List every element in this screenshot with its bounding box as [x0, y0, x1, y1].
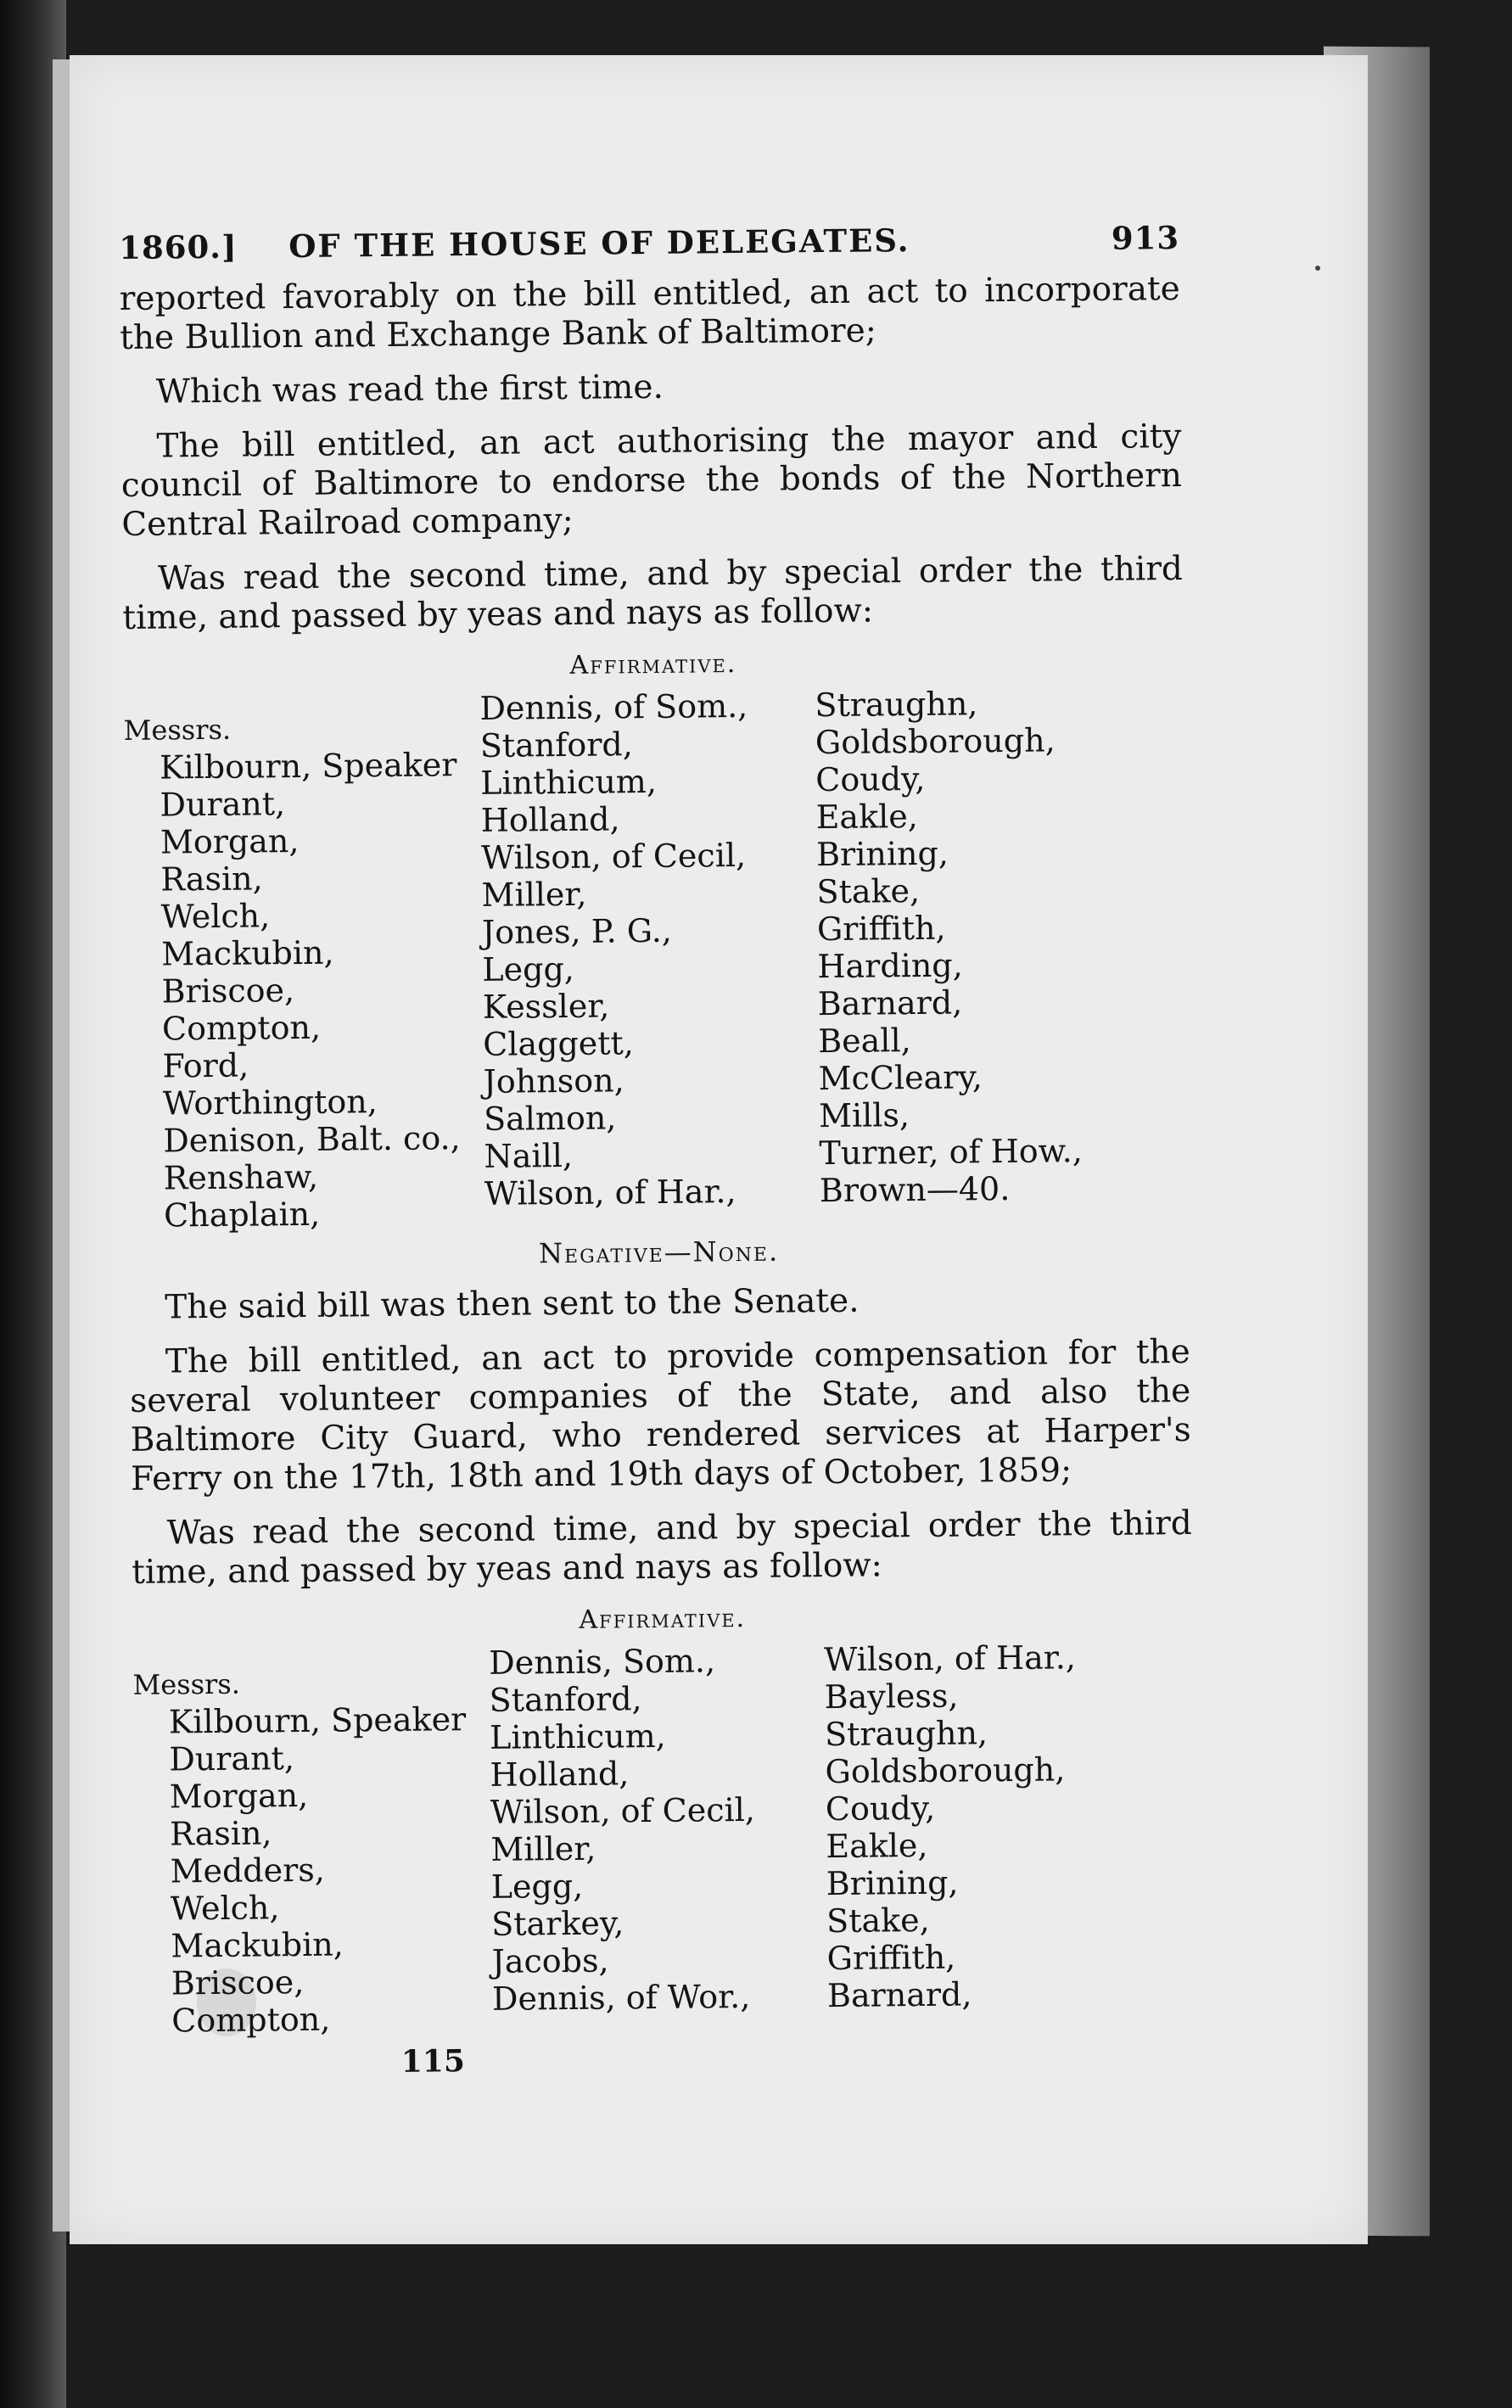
- roll-name: Eakle,: [826, 1826, 928, 1866]
- roll-name: Renshaw,: [163, 1157, 319, 1197]
- roll-name: Griffith,: [816, 909, 946, 949]
- roll-name: Kessler,: [482, 987, 610, 1026]
- roll-name: Denison, Balt. co.,: [163, 1119, 461, 1160]
- roll-name: Brining,: [826, 1863, 959, 1903]
- vote1-column-1: [123, 690, 484, 1235]
- roll-name: Griffith,: [826, 1938, 956, 1978]
- roll-name: Claggett,: [483, 1024, 635, 1063]
- roll-name: McCleary,: [818, 1058, 983, 1098]
- roll-name: Barnard,: [817, 983, 963, 1023]
- roll-name: Briscoe,: [161, 972, 295, 1011]
- vote1-negative: Negative—None.: [538, 1235, 780, 1270]
- roll-name: Linthicum,: [489, 1716, 666, 1756]
- roll-name: Welch,: [170, 1889, 280, 1928]
- paragraph-reported: reported favorably on the bill entitled, an act to incorporate the Bullion and Exchange Bank of Baltimore;: [119, 269, 1180, 357]
- roll-name: Legg,: [482, 949, 575, 988]
- roll-name: Kilbourn, Speaker: [168, 1700, 467, 1741]
- roll-name: Worthington,: [162, 1083, 378, 1123]
- running-head-year: 1860.]: [119, 227, 238, 266]
- vote1-column-2: [479, 686, 820, 1231]
- paragraph-second-reading: Was read the second time, and by special order the third time, and passed by yeas and nays as follow:: [122, 549, 1184, 637]
- roll-name: Beall,: [818, 1022, 911, 1061]
- roll-name: Durant,: [169, 1739, 295, 1778]
- page-content: [119, 219, 1197, 2082]
- roll-name: Dennis, of Som.,: [479, 686, 748, 727]
- roll-name: Wilson, of Har.,: [824, 1638, 1077, 1679]
- signature-mark: 115: [400, 2043, 466, 2080]
- roll-name: Wilson, of Cecil,: [490, 1790, 756, 1831]
- roll-name: Stake,: [816, 871, 921, 911]
- roll-name: Compton,: [171, 2000, 331, 2040]
- roll-name: Kilbourn, Speaker: [159, 746, 457, 787]
- roll-name: Turner, of How.,: [819, 1132, 1084, 1173]
- roll-name: Durant,: [160, 785, 286, 824]
- roll-name: Naill,: [484, 1136, 574, 1175]
- roll-name: Harding,: [817, 946, 963, 986]
- roll-name: Mackubin,: [171, 1925, 344, 1965]
- vote1-column-3: [815, 683, 1176, 1228]
- roll-name: Coudy,: [825, 1789, 936, 1828]
- roll-name: Brown—40.: [819, 1169, 1011, 1210]
- roll-name: Mills,: [818, 1096, 910, 1135]
- roll-name: Johnson,: [483, 1061, 624, 1100]
- vote1-affirmative-heading: Affirmative.: [569, 649, 737, 680]
- roll-name: Morgan,: [160, 821, 300, 861]
- roll-name: Barnard,: [826, 1975, 972, 2015]
- roll-name: Ford,: [162, 1046, 249, 1085]
- roll-name: Eakle,: [815, 797, 919, 837]
- vote2-affirmative-heading: Affirmative.: [579, 1603, 747, 1635]
- running-head: [119, 219, 1180, 280]
- roll-name: Miller,: [490, 1829, 596, 1868]
- roll-name: Mackubin,: [160, 933, 334, 973]
- roll-name: Stake,: [826, 1901, 930, 1940]
- roll-name: Coudy,: [815, 759, 926, 799]
- vote2-roll: [132, 1638, 1196, 2040]
- paragraph-bill-volunteers: The bill entitled, an act to provide compensation for the several volunteer companies of the State, and also the Baltimore City Guard, who rendered services at Harper's Ferry on the 17th, 18th and 19th days of October, 1859;: [130, 1332, 1191, 1498]
- roll-name: Goldsborough,: [825, 1750, 1066, 1791]
- vote2-column-2: [489, 1641, 827, 2036]
- vote2-column-3: [824, 1638, 1184, 2033]
- roll-name: Medders,: [170, 1851, 326, 1890]
- paper-speck: [1315, 266, 1320, 271]
- roll-name: Holland,: [480, 800, 620, 839]
- roll-name: Miller,: [481, 875, 587, 914]
- roll-name: Wilson, of Har.,: [484, 1173, 736, 1212]
- roll-name: Rasin,: [169, 1814, 272, 1853]
- roll-name: Compton,: [161, 1008, 322, 1048]
- facing-page-edge: [53, 59, 70, 2232]
- roll-name: Rasin,: [160, 860, 263, 899]
- roll-name: Messrs.: [123, 713, 232, 747]
- roll-name: Messrs.: [132, 1667, 241, 1701]
- vote2-column-1: [132, 1644, 492, 2040]
- roll-name: Brining,: [815, 834, 949, 874]
- roll-name: Dennis, Som.,: [489, 1642, 716, 1682]
- roll-name: Straughn,: [815, 685, 978, 725]
- roll-name: Bayless,: [824, 1677, 959, 1716]
- paragraph-bill-railroad: The bill entitled, an act authorising the mayor and city council of Baltimore to endorse the bonds of the Northern Central Railroad company;: [120, 417, 1183, 544]
- paragraph-sent-to-senate: The said bill was then sent to the Senate.: [164, 1281, 860, 1327]
- running-head-title: OF THE HOUSE OF DELEGATES.: [288, 221, 910, 266]
- page-number: 913: [1111, 219, 1180, 257]
- roll-name: Wilson, of Cecil,: [480, 836, 747, 876]
- roll-name: Linthicum,: [480, 762, 658, 802]
- roll-name: Jacobs,: [491, 1941, 609, 1980]
- roll-name: Holland,: [490, 1755, 630, 1794]
- roll-name: Starkey,: [490, 1904, 624, 1943]
- vote1-roll: [123, 683, 1189, 1235]
- roll-name: Welch,: [160, 897, 271, 936]
- roll-name: Stanford,: [479, 725, 634, 764]
- roll-name: Morgan,: [169, 1776, 309, 1816]
- roll-name: Jones, P. G.,: [481, 911, 673, 951]
- roll-name: Briscoe,: [171, 1963, 305, 2002]
- roll-name: Stanford,: [489, 1680, 642, 1719]
- roll-name: Chaplain,: [163, 1195, 321, 1235]
- roll-name: Legg,: [490, 1867, 584, 1906]
- roll-name: Dennis, of Wor.,: [491, 1977, 751, 2018]
- roll-name: Salmon,: [483, 1099, 617, 1138]
- paragraph-second-reading-2: Was read the second time, and by special order the third time, and passed by yeas and nays as follow:: [131, 1504, 1192, 1592]
- roll-name: Straughn,: [824, 1714, 988, 1754]
- roll-name: Goldsborough,: [815, 721, 1056, 762]
- paragraph-first-reading: Which was read the first time.: [155, 367, 664, 412]
